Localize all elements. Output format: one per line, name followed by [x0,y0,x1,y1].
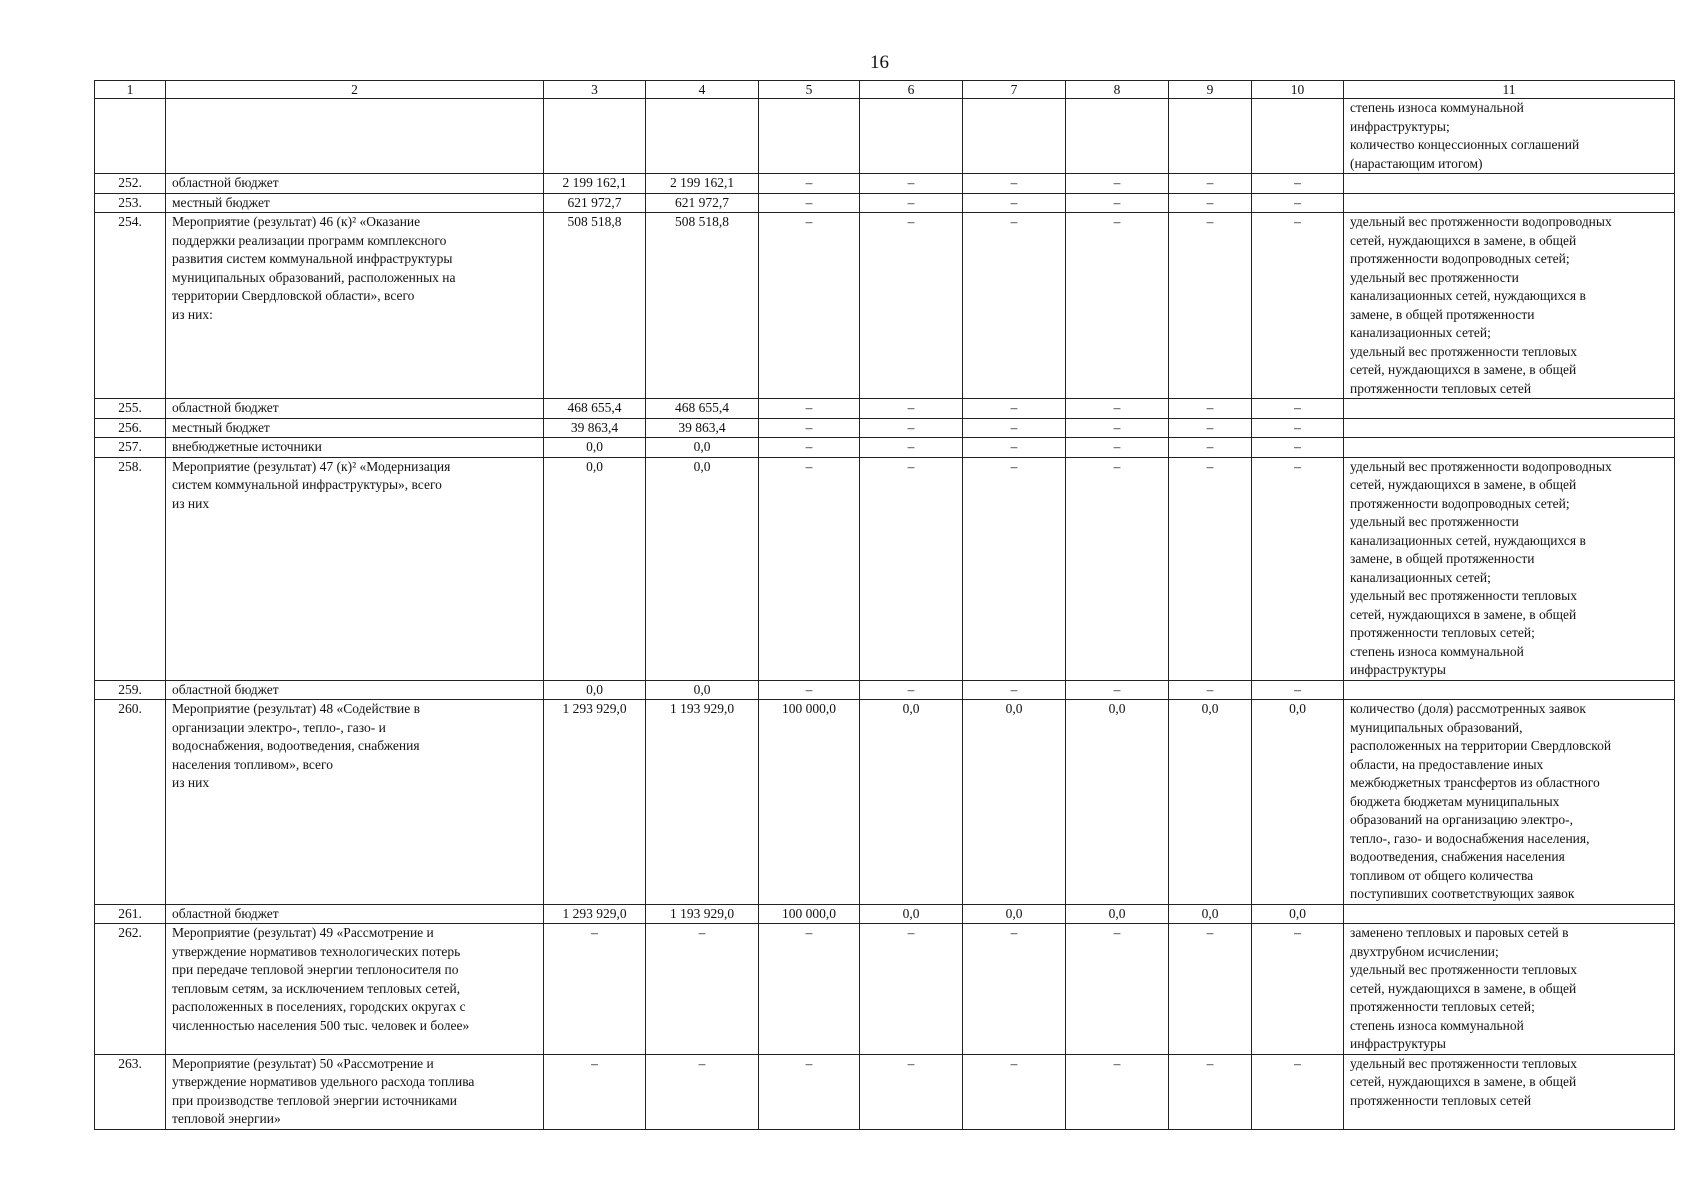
row-name: местный бюджет [166,193,544,213]
value-col9: – [1169,680,1252,700]
value-col4: 1 193 929,0 [646,700,759,905]
value-col7: – [963,924,1066,1055]
value-col10: – [1252,680,1344,700]
value-col3: 1 293 929,0 [544,904,646,924]
value-col5: – [759,193,860,213]
row-name: областной бюджет [166,399,544,419]
table-row [95,99,1675,174]
row-name: местный бюджет [166,418,544,438]
row-number: 261. [95,904,166,924]
value-col10: 0,0 [1252,904,1344,924]
value-col5: 100 000,0 [759,700,860,905]
value-col8: – [1066,193,1169,213]
value-col8: – [1066,438,1169,458]
value-col8: – [1066,213,1169,399]
value-col8: 0,0 [1066,904,1169,924]
value-col5: – [759,457,860,680]
value-col7: – [963,1054,1066,1129]
value-col10: – [1252,1054,1344,1129]
column-header: 5 [759,81,860,99]
target-indicators: удельный вес протяженности тепловых сетей, нуждающихся в замене, в общей протяженности тепловых сетей [1344,1054,1675,1129]
value-col3 [544,99,646,174]
value-col7: – [963,680,1066,700]
value-col7: – [963,457,1066,680]
column-header: 9 [1169,81,1252,99]
target-indicators: заменено тепловых и паровых сетей в двухтрубном исчислении; удельный вес протяженности тепловых сетей, нуждающихся в замене, в общей протяженности тепловых сетей; степень износа коммунальной инфраструктуры [1344,924,1675,1055]
target-indicators [1344,904,1675,924]
column-header: 2 [166,81,544,99]
row-name: областной бюджет [166,904,544,924]
value-col6: – [860,1054,963,1129]
value-col6: – [860,174,963,194]
row-name: Мероприятие (результат) 50 «Рассмотрение и утверждение нормативов удельного расхода топлива при производстве тепловой энергии источниками тепловой энергии» [166,1054,544,1129]
value-col10: – [1252,193,1344,213]
table-row [95,904,1675,924]
value-col4: 0,0 [646,680,759,700]
value-col5: – [759,438,860,458]
target-indicators: степень износа коммунальной инфраструктуры; количество концессионных соглашений (нарастающим итогом) [1344,99,1675,174]
value-col8: 0,0 [1066,700,1169,905]
table-row [95,924,1675,1055]
value-col6: – [860,399,963,419]
target-indicators [1344,438,1675,458]
value-col4: 508 518,8 [646,213,759,399]
table-row [95,213,1675,399]
value-col10: – [1252,399,1344,419]
value-col8 [1066,99,1169,174]
budget-table [94,80,1675,1130]
value-col4: – [646,924,759,1055]
row-number: 259. [95,680,166,700]
value-col5: – [759,174,860,194]
value-col4: 39 863,4 [646,418,759,438]
row-name: Мероприятие (результат) 46 (к)² «Оказание поддержки реализации программ комплексного развития систем коммунальной инфраструктуры муниципальных образований, расположенных на территории Свердловской области», всего из них: [166,213,544,399]
value-col9: – [1169,193,1252,213]
row-number: 262. [95,924,166,1055]
value-col3: 39 863,4 [544,418,646,438]
value-col10: – [1252,924,1344,1055]
value-col10: – [1252,457,1344,680]
value-col9: – [1169,1054,1252,1129]
row-number: 253. [95,193,166,213]
row-number: 258. [95,457,166,680]
value-col3: 468 655,4 [544,399,646,419]
value-col8: – [1066,399,1169,419]
value-col8: – [1066,418,1169,438]
value-col9: 0,0 [1169,700,1252,905]
value-col9: – [1169,213,1252,399]
value-col4 [646,99,759,174]
value-col6: – [860,418,963,438]
column-header: 8 [1066,81,1169,99]
value-col9: – [1169,924,1252,1055]
value-col7: – [963,438,1066,458]
target-indicators: удельный вес протяженности водопроводных сетей, нуждающихся в замене, в общей протяженности водопроводных сетей; удельный вес протяженности канализационных сетей, нуждающихся в замене, в общей протяженности канализационных сетей; удельный вес протяженности тепловых сетей, нуждающихся в замене, в общей протяженности тепловых сетей [1344,213,1675,399]
value-col5: – [759,418,860,438]
value-col7: – [963,174,1066,194]
row-number: 254. [95,213,166,399]
value-col6: – [860,680,963,700]
value-col3: 0,0 [544,680,646,700]
row-number: 260. [95,700,166,905]
value-col5: 100 000,0 [759,904,860,924]
value-col9: – [1169,457,1252,680]
value-col10: – [1252,418,1344,438]
value-col9: 0,0 [1169,904,1252,924]
row-name: Мероприятие (результат) 49 «Рассмотрение и утверждение нормативов технологических потерь при передаче тепловой энергии теплоносителя по тепловым сетям, за исключением тепловых сетей, расположенных в поселениях, городских округах с численностью населения 500 тыс. человек и более» [166,924,544,1055]
value-col7 [963,99,1066,174]
column-header: 6 [860,81,963,99]
table-row [95,700,1675,905]
value-col6 [860,99,963,174]
table-row [95,1054,1675,1129]
row-name: областной бюджет [166,680,544,700]
value-col6: – [860,924,963,1055]
value-col8: – [1066,1054,1169,1129]
column-number-row [95,81,1675,99]
value-col7: – [963,418,1066,438]
table-row [95,399,1675,419]
value-col4: 1 193 929,0 [646,904,759,924]
value-col10: – [1252,174,1344,194]
value-col4: 2 199 162,1 [646,174,759,194]
column-header: 7 [963,81,1066,99]
table-row [95,457,1675,680]
value-col5: – [759,213,860,399]
row-number: 255. [95,399,166,419]
row-number: 257. [95,438,166,458]
column-header: 10 [1252,81,1344,99]
value-col6: – [860,193,963,213]
value-col4: – [646,1054,759,1129]
value-col5: – [759,924,860,1055]
row-name: областной бюджет [166,174,544,194]
table-row [95,680,1675,700]
table-row [95,418,1675,438]
row-number [95,99,166,174]
value-col8: – [1066,457,1169,680]
value-col3: – [544,924,646,1055]
value-col4: 0,0 [646,438,759,458]
row-name: Мероприятие (результат) 47 (к)² «Модернизация систем коммунальной инфраструктуры», всего из них [166,457,544,680]
value-col3: – [544,1054,646,1129]
column-header: 1 [95,81,166,99]
value-col7: – [963,399,1066,419]
target-indicators [1344,680,1675,700]
target-indicators: количество (доля) рассмотренных заявок муниципальных образований, расположенных на территории Свердловской области, на предоставление иных межбюджетных трансфертов из областного бюджета бюджетам муниципальных образований на организацию электро-, тепло-, газо- и водоснабжения населения, водоотведения, снабжения населения топливом от общего количества поступивших соответствующих заявок [1344,700,1675,905]
value-col3: 2 199 162,1 [544,174,646,194]
value-col3: 0,0 [544,457,646,680]
value-col9 [1169,99,1252,174]
table-row [95,193,1675,213]
value-col6: – [860,457,963,680]
row-name: внебюджетные источники [166,438,544,458]
value-col9: – [1169,174,1252,194]
value-col5: – [759,399,860,419]
column-header: 11 [1344,81,1675,99]
value-col5: – [759,680,860,700]
table-row [95,174,1675,194]
value-col6: – [860,213,963,399]
row-number: 252. [95,174,166,194]
value-col5 [759,99,860,174]
value-col10 [1252,99,1344,174]
value-col3: 1 293 929,0 [544,700,646,905]
value-col7: 0,0 [963,904,1066,924]
value-col3: 0,0 [544,438,646,458]
value-col3: 508 518,8 [544,213,646,399]
value-col9: – [1169,418,1252,438]
column-header: 4 [646,81,759,99]
value-col4: 621 972,7 [646,193,759,213]
value-col8: – [1066,680,1169,700]
page-number: 16 [870,52,889,73]
value-col6: 0,0 [860,904,963,924]
value-col3: 621 972,7 [544,193,646,213]
value-col9: – [1169,438,1252,458]
value-col10: – [1252,213,1344,399]
value-col5: – [759,1054,860,1129]
table-row [95,438,1675,458]
value-col4: 468 655,4 [646,399,759,419]
target-indicators [1344,193,1675,213]
value-col9: – [1169,399,1252,419]
value-col7: 0,0 [963,700,1066,905]
value-col10: 0,0 [1252,700,1344,905]
value-col10: – [1252,438,1344,458]
value-col6: – [860,438,963,458]
row-name [166,99,544,174]
value-col8: – [1066,924,1169,1055]
target-indicators [1344,174,1675,194]
value-col6: 0,0 [860,700,963,905]
row-number: 263. [95,1054,166,1129]
value-col7: – [963,193,1066,213]
row-number: 256. [95,418,166,438]
value-col7: – [963,213,1066,399]
row-name: Мероприятие (результат) 48 «Содействие в организации электро-, тепло-, газо- и водоснабжения, водоотведения, снабжения населения топливом», всего из них [166,700,544,905]
column-header: 3 [544,81,646,99]
value-col4: 0,0 [646,457,759,680]
value-col8: – [1066,174,1169,194]
target-indicators: удельный вес протяженности водопроводных сетей, нуждающихся в замене, в общей протяженности водопроводных сетей; удельный вес протяженности канализационных сетей, нуждающихся в замене, в общей протяженности канализационных сетей; удельный вес протяженности тепловых сетей, нуждающихся в замене, в общей протяженности тепловых сетей; степень износа коммунальной инфраструктуры [1344,457,1675,680]
target-indicators [1344,399,1675,419]
target-indicators [1344,418,1675,438]
